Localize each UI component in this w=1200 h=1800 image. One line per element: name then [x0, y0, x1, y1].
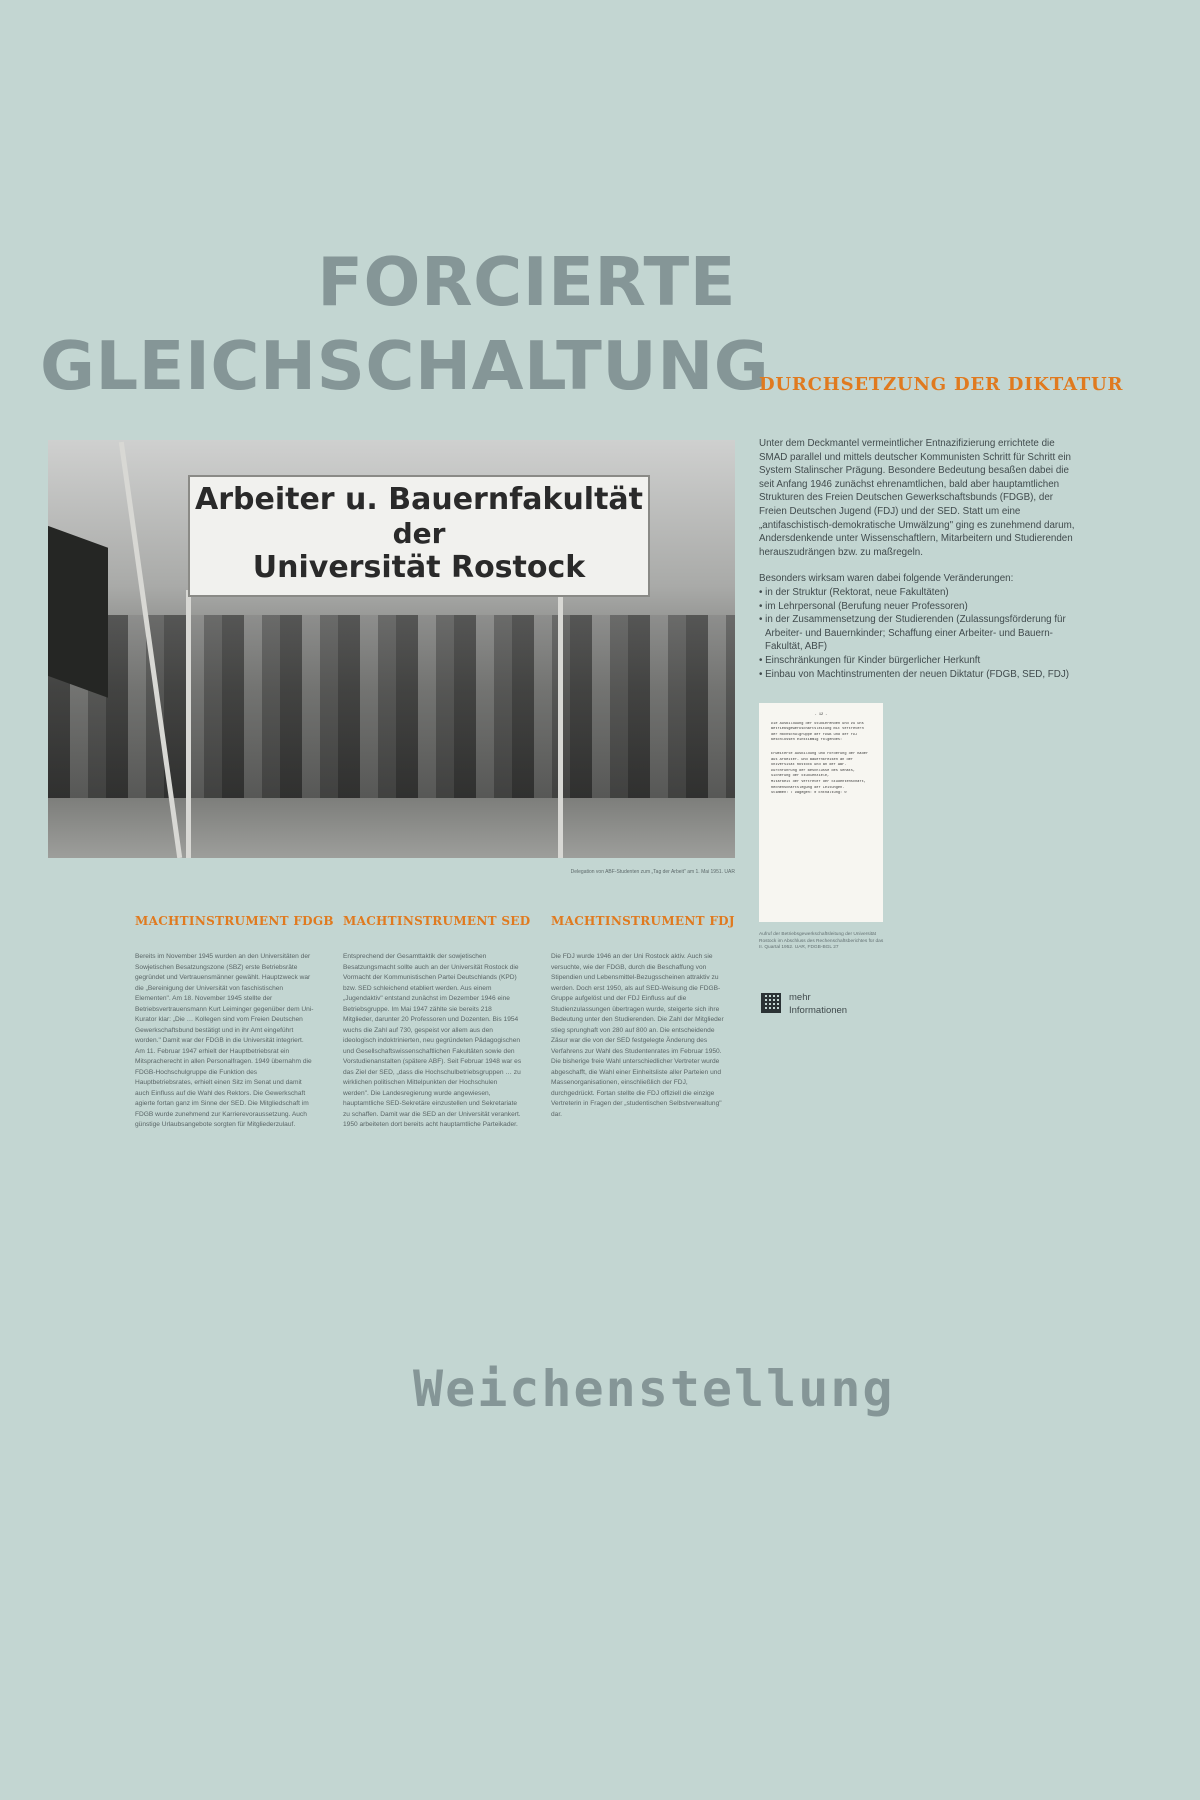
banner-line1: Arbeiter u. Bauernfakultät [194, 482, 644, 517]
list-item: • in der Zusammensetzung der Studierenden (Zulassungsförderung für Arbeiter- und Bauernkinder; Schaffung einer Arbeiter- und Bauern-Fakultät, ABF) [759, 614, 1066, 653]
column-sed [343, 914, 531, 1131]
column-fdgb [135, 914, 334, 1131]
column-fdj [551, 914, 735, 1120]
changes-heading: Besonders wirksam waren dabei folgende Veränderungen: [759, 573, 1014, 585]
column-text: Entsprechend der Gesamttaktik der sowjetischen Besatzungsmacht sollte auch an der Universität Rostock die Vormacht der Kommunistischen Partei Deutschlands (KPD) bzw. SED schleichend etabliert werden. Aus einem „Jugendaktiv" entstand zunächst im Dezember 1946 eine Betriebsgruppe. Im Mai 1947 zählte sie bereits 218 Mitglieder, darunter 20 Professoren und Dozenten. Bis 1954 wuchs die Zahl auf 730, gespeist vor allem aus den ideologisch indoktrinierten, neu gegründeten Pädagogischen und Gesellschaftswissenschaftlichen Fakultäten sowie den Vorstudienanstalten (spätere ABF). Seit Februar 1948 war es das Ziel der SED, „dass die Hochschulbetriebsgruppen … zu wirklichen politischen Mittelpunkten der Hochschulen werden". Die Landesregierung wurde angewiesen, hauptamtliche SED-Sekretäre einzustellen und Sekretariate zu schaffen. Damit war die SED an der Universität verankert. 1950 arbeiteten dort bereits acht hauptamtliche Parteikader. [343, 953, 522, 1128]
footer-stamp: Weichenstellung [413, 1360, 895, 1418]
flag [48, 522, 108, 697]
document-line: Sicherung der Studienziele, [771, 774, 830, 779]
document-line: Universität Rostock und an der ABF. [771, 763, 847, 768]
banner-pole-right [558, 590, 563, 858]
document-caption: Aufruf der Betriebsgewerkschaftsleitung der Universität Rostock im Abschluss des Rechenschaftsberichtes für das II. Quartal 1952. UAR, FDGB-BGL 27 [759, 932, 884, 951]
list-item: • in der Struktur (Rektorat, neue Fakultäten) [759, 586, 949, 598]
document-line: Rechenschaftslegung der Leitungen. [771, 785, 845, 790]
document-line: Erweiterte Ausbildung und Förderung der Kader [771, 751, 869, 756]
photo-banner [188, 475, 650, 597]
historical-photo [48, 440, 735, 858]
column-heading: MACHTINSTRUMENT SED [343, 914, 531, 928]
page-title [40, 240, 770, 408]
list-item: • Einschränkungen für Kinder bürgerlicher Herkunft [759, 654, 981, 666]
banner-pole-left [186, 590, 191, 858]
document-line: Durchführung der Beschlüsse des Senats, [771, 768, 856, 773]
photo-caption: Delegation von ABF-Studenten zum „Tag der Arbeit" am 1. Mai 1951. UAR [570, 869, 735, 875]
document-header: - 12 - [814, 713, 828, 717]
column-heading: MACHTINSTRUMENT FDGB [135, 914, 334, 928]
more-info-link[interactable] [789, 991, 869, 1017]
intro-text: Unter dem Deckmantel vermeintlicher Entnazifizierung errichtete die SMAD parallel und mittels deutscher Kommunisten Schritt für Schritt ein System Stalinscher Prägung. Besondere Bedeutung besaßen dabei die seit Anfang 1946 zunächst ehrenamtlichen, bald aber hauptamtlichen Strukturen des Freien Deutschen Gewerkschaftsbunds (FDGB), der Freien Deutschen Jugend (FDJ) und der SED. Statt um eine „antifaschistisch-demokratische Umwälzung" ging es zunehmend darum, Andersdenkende unter Wissenschaftlern, Mitarbeitern und Studierenden herauszudrängen bzw. zu maßregeln. [759, 438, 1075, 558]
more-info-line1: mehr [789, 992, 811, 1003]
document-line: Die Ausbilduung der Studierenden und zu uns [771, 721, 864, 726]
more-info-line2: Informationen [789, 1005, 848, 1016]
ground [48, 798, 735, 858]
page-title-line2: GLEICHSCHALTUNG [40, 327, 770, 405]
document-line: Stimmen: 7 Dagegen: 0 Enthaltung: 0 [771, 791, 847, 796]
document-line: aus Arbeiter- und Bauernkreisen an der [771, 757, 853, 762]
document-line: der Hochschulgruppe der FDGB und der FDJ [771, 732, 858, 737]
document-line: Betriebsgewerkschaftsleitung mit Vertretern [771, 727, 864, 732]
changes-list [759, 586, 1079, 681]
document-line: Mitarbeit der Vertreter der Studentenschaft, [771, 779, 866, 784]
column-text: Die FDJ wurde 1946 an der Uni Rostock aktiv. Auch sie versuchte, wie der FDGB, durch die Beschaffung von Stipendien und Lebensmittel-Bezugsscheinen attraktiv zu werden. Doch erst 1950, als auf SED-Weisung die FDGB-Gruppe aufgelöst und der FDJ Einfluss auf die Studienzulassungen übertragen wurde, steigerte sich ihre Bedeutung unter den Studierenden. Die Zahl der Mitglieder stieg sprunghaft von 280 auf 800 an. Die entscheidende Zäsur war die von der SED festgelegte Änderung des Verfahrens zur Wahl des Studentenrates im Februar 1950. Die bisherige freie Wahl unterschiedlicher Vertreter wurde abgeschafft, die Wahl einer Einheitsliste aller Parteien und Massenorganisationen, einschließlich der FDJ, durchgedrückt. Fortan stellte die FDJ offiziell die einzige Vertreterin in Fragen der „studentischen Selbstverwaltung" dar. [551, 953, 724, 1118]
qr-code-icon[interactable] [761, 993, 781, 1013]
page-title-line1: FORCIERTE [317, 243, 736, 321]
list-item: • Einbau von Machtinstrumenten der neuen Diktatur (FDGB, SED, FDJ) [759, 668, 1069, 680]
column-text: Bereits im November 1945 wurden an den Universitäten der Sowjetischen Besatzungszone (SBZ) erste Betriebsräte gegründet und Vertrauensmänner gewählt. Hauptzweck war die „Bereinigung der Universität von faschistischen Elementen". Am 18. November 1945 stellte der Betriebsvertrauensmann Kurt Leiminger gegenüber dem Uni-Kurator klar: „Die … Kollegen sind vom Freien Deutschen Gewerkschaftsbund bestätigt und in ihr Amt eingeführt worden." Damit war der FDGB in die Universität integriert. Am 11. Februar 1947 erhielt der Hauptbetriebsrat ein Mitspracherecht in allen Personalfragen. 1949 übernahm die FDGB-Hochschulgruppe die Funktion des Hauptbetriebsrates, erhielt einen Sitz im Senat und damit auch Einfluss auf die Wahl des Rektors. Die Gewerkschaft agierte fortan ganz im Sinne der SED. Die Mitgliedschaft im FDGB wurde zunehmend zur Karrierevoraussetzung. Auch günstige Urlaubsangebote sorgten für Mitgliederzulauf. [135, 953, 314, 1128]
document-line: beschlossen einstimmig folgendes: [771, 738, 843, 743]
column-heading: MACHTINSTRUMENT FDJ [551, 914, 735, 928]
archive-document [759, 703, 883, 922]
banner-line3: Universität Rostock [252, 550, 586, 585]
banner-line2: der [392, 517, 446, 550]
document-gap [771, 744, 871, 752]
intro-block [759, 437, 1079, 681]
section-title: DURCHSETZUNG DER DIKTATUR [759, 374, 1124, 395]
list-item: • im Lehrpersonal (Berufung neuer Professoren) [759, 600, 968, 612]
